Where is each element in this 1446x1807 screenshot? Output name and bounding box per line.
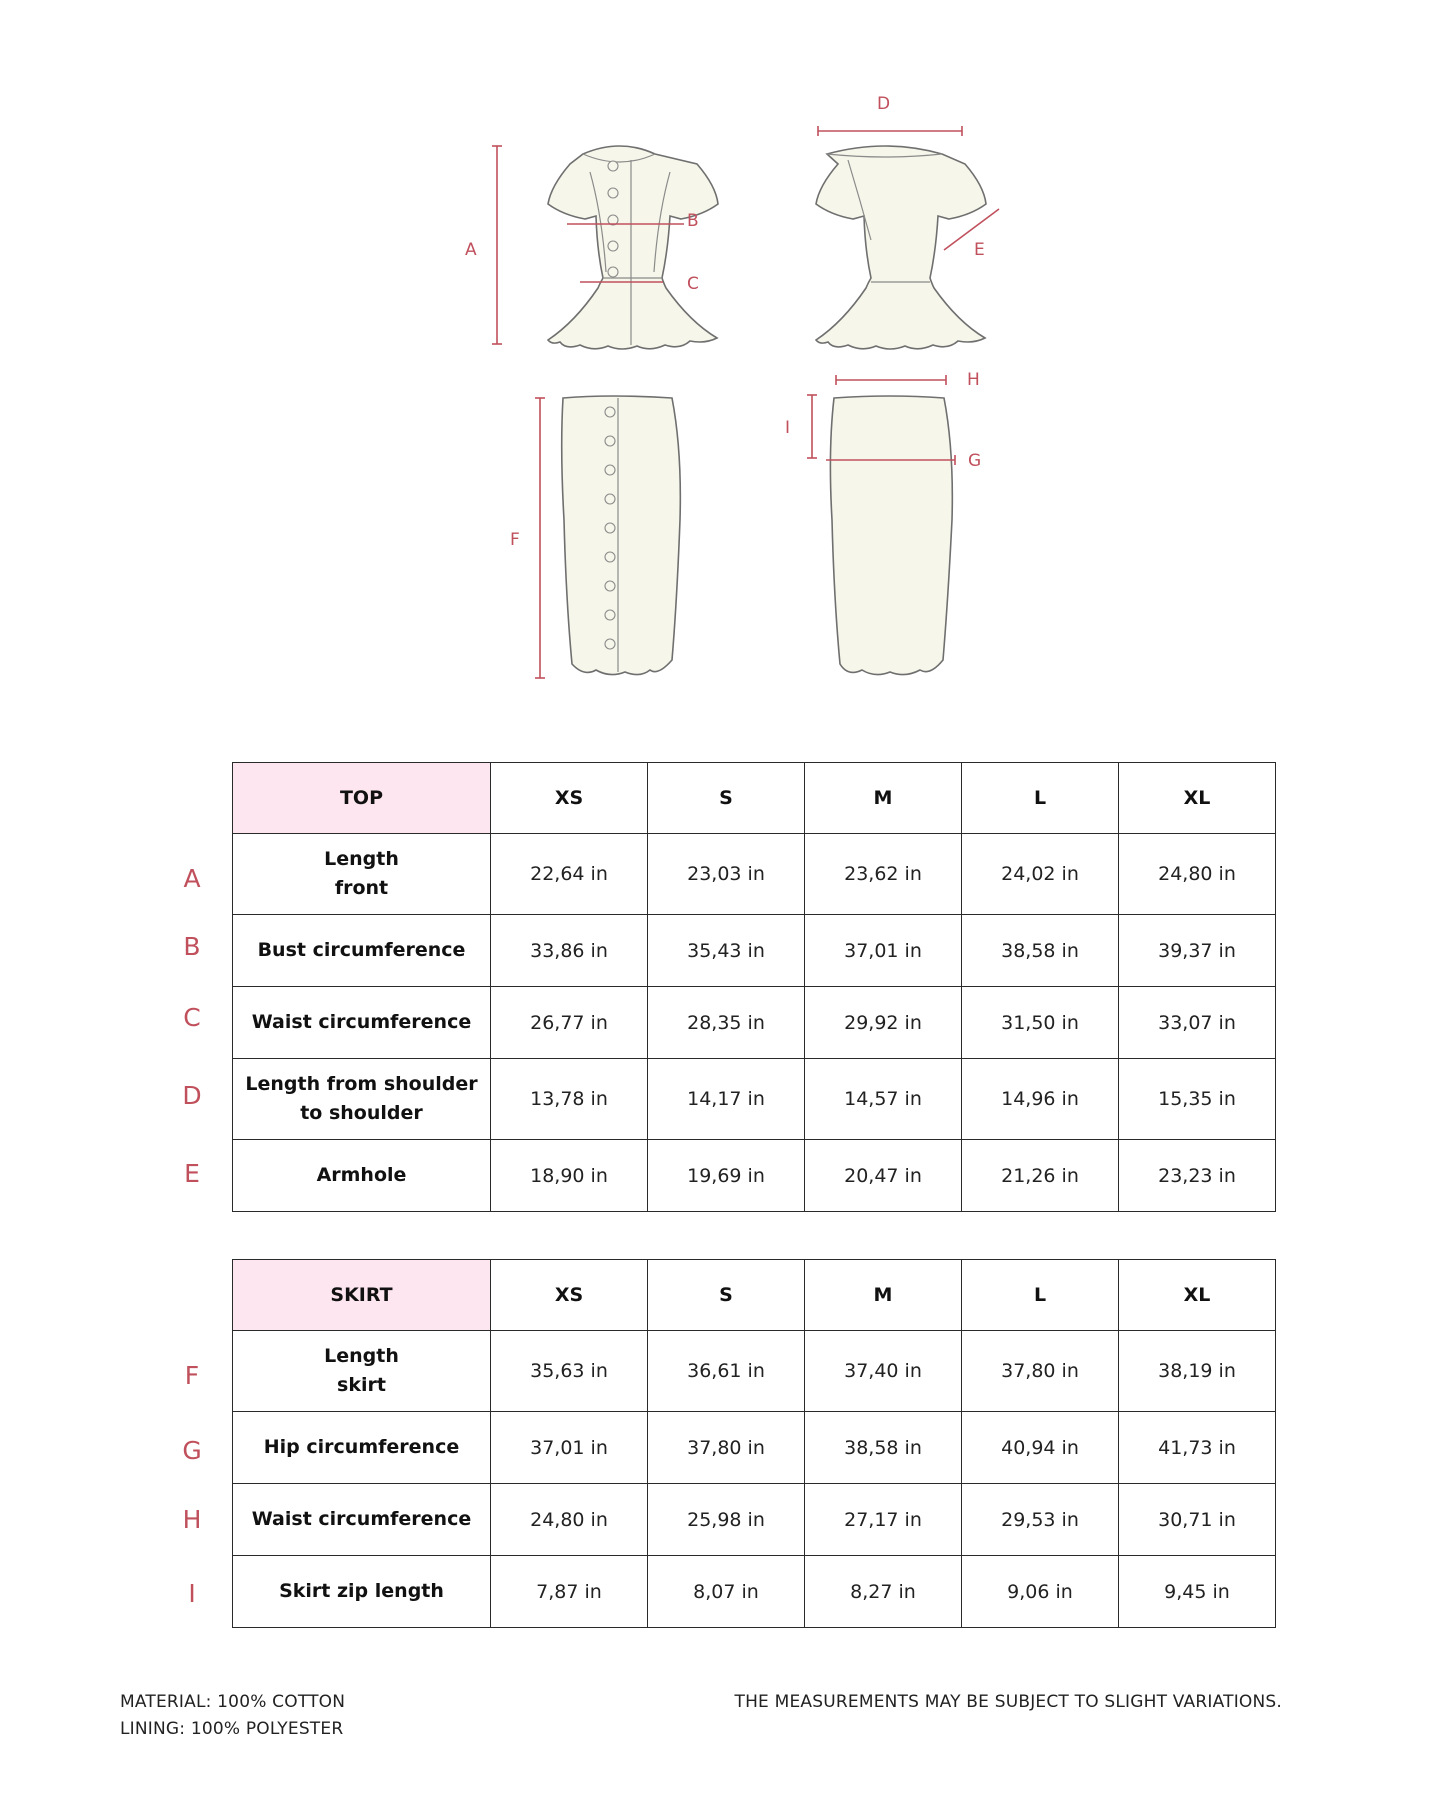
table-cell: 23,23 in — [1119, 1140, 1276, 1212]
table-cell: 38,58 in — [962, 915, 1119, 987]
top-header-cell: TOP — [233, 763, 491, 834]
size-header-l: L — [962, 1260, 1119, 1331]
row-label: Skirt zip length — [233, 1556, 491, 1628]
table-row — [233, 1556, 1276, 1628]
table-cell: 22,64 in — [491, 834, 648, 915]
table-cell: 18,90 in — [491, 1140, 648, 1212]
top-front-illustration — [548, 146, 718, 349]
label-C: C — [687, 274, 699, 294]
label-E: E — [974, 240, 985, 260]
table-cell: 28,35 in — [648, 987, 805, 1059]
table-cell: 33,07 in — [1119, 987, 1276, 1059]
table-cell: 20,47 in — [805, 1140, 962, 1212]
table-cell: 21,26 in — [962, 1140, 1119, 1212]
size-header-xs: XS — [491, 763, 648, 834]
row-label: Bust circumference — [233, 915, 491, 987]
table-cell: 9,06 in — [962, 1556, 1119, 1628]
row-letter-E: E — [184, 1159, 200, 1188]
table-cell: 35,43 in — [648, 915, 805, 987]
row-letter-D: D — [182, 1081, 202, 1110]
garment-diagram — [0, 0, 1446, 700]
table-cell: 13,78 in — [491, 1059, 648, 1140]
row-letter-G: G — [182, 1436, 202, 1465]
table-cell: 38,58 in — [805, 1412, 962, 1484]
skirt-front-illustration — [562, 396, 681, 675]
skirt-size-table — [232, 1259, 1276, 1628]
table-cell: 35,63 in — [491, 1331, 648, 1412]
label-B: B — [687, 211, 699, 231]
table-cell: 9,45 in — [1119, 1556, 1276, 1628]
size-header-m: M — [805, 763, 962, 834]
label-G: G — [968, 451, 982, 471]
table-cell: 24,02 in — [962, 834, 1119, 915]
table-row — [233, 1059, 1276, 1140]
table-cell: 37,80 in — [962, 1331, 1119, 1412]
table-cell: 15,35 in — [1119, 1059, 1276, 1140]
top-back-illustration — [816, 146, 986, 349]
table-cell: 37,01 in — [805, 915, 962, 987]
skirt-header-cell: SKIRT — [233, 1260, 491, 1331]
table-header-row — [233, 1260, 1276, 1331]
table-cell: 39,37 in — [1119, 915, 1276, 987]
table-row — [233, 1140, 1276, 1212]
row-letter-C: C — [183, 1003, 201, 1032]
label-I: I — [785, 418, 791, 438]
size-header-s: S — [648, 763, 805, 834]
material-text: MATERIAL: 100% COTTON — [120, 1692, 346, 1712]
row-label: Length skirt — [233, 1331, 491, 1412]
row-label: Length front — [233, 834, 491, 915]
table-cell: 37,40 in — [805, 1331, 962, 1412]
size-header-xl: XL — [1119, 763, 1276, 834]
table-cell: 14,17 in — [648, 1059, 805, 1140]
row-label: Waist circumference — [233, 987, 491, 1059]
table-cell: 29,53 in — [962, 1484, 1119, 1556]
row-label: Armhole — [233, 1140, 491, 1212]
row-letter-B: B — [183, 932, 201, 961]
label-A: A — [465, 240, 477, 260]
table-row — [233, 1331, 1276, 1412]
table-cell: 23,03 in — [648, 834, 805, 915]
table-cell: 27,17 in — [805, 1484, 962, 1556]
size-header-xs: XS — [491, 1260, 648, 1331]
size-header-m: M — [805, 1260, 962, 1331]
skirt-back-illustration — [830, 396, 952, 675]
material-info — [120, 1689, 345, 1743]
table-row — [233, 834, 1276, 915]
table-row — [233, 915, 1276, 987]
table-cell: 24,80 in — [1119, 834, 1276, 915]
table-cell: 14,96 in — [962, 1059, 1119, 1140]
table-header-row — [233, 763, 1276, 834]
table-cell: 23,62 in — [805, 834, 962, 915]
table-row — [233, 1484, 1276, 1556]
row-letter-A: A — [183, 864, 201, 893]
table-cell: 29,92 in — [805, 987, 962, 1059]
table-cell: 40,94 in — [962, 1412, 1119, 1484]
lining-text: LINING: 100% POLYESTER — [120, 1719, 344, 1739]
table-cell: 31,50 in — [962, 987, 1119, 1059]
table-cell: 41,73 in — [1119, 1412, 1276, 1484]
row-letter-I: I — [188, 1579, 196, 1608]
measurement-note: THE MEASUREMENTS MAY BE SUBJECT TO SLIGHT VARIATIONS. — [734, 1692, 1282, 1712]
row-label: Length from shoulder to shoulder — [233, 1059, 491, 1140]
table-cell: 38,19 in — [1119, 1331, 1276, 1412]
row-letter-H: H — [182, 1505, 202, 1534]
table-cell: 36,61 in — [648, 1331, 805, 1412]
table-cell: 7,87 in — [491, 1556, 648, 1628]
label-F: F — [510, 530, 520, 550]
size-header-xl: XL — [1119, 1260, 1276, 1331]
table-cell: 37,01 in — [491, 1412, 648, 1484]
table-cell: 14,57 in — [805, 1059, 962, 1140]
table-cell: 26,77 in — [491, 987, 648, 1059]
size-header-s: S — [648, 1260, 805, 1331]
table-cell: 24,80 in — [491, 1484, 648, 1556]
table-cell: 33,86 in — [491, 915, 648, 987]
table-cell: 37,80 in — [648, 1412, 805, 1484]
table-cell: 8,27 in — [805, 1556, 962, 1628]
table-cell: 30,71 in — [1119, 1484, 1276, 1556]
table-row — [233, 987, 1276, 1059]
label-H: H — [967, 370, 980, 390]
row-label: Hip circumference — [233, 1412, 491, 1484]
table-cell: 25,98 in — [648, 1484, 805, 1556]
top-size-table — [232, 762, 1276, 1212]
row-letter-F: F — [184, 1361, 200, 1390]
table-cell: 19,69 in — [648, 1140, 805, 1212]
size-header-l: L — [962, 763, 1119, 834]
table-row — [233, 1412, 1276, 1484]
row-label: Waist circumference — [233, 1484, 491, 1556]
table-cell: 8,07 in — [648, 1556, 805, 1628]
label-D: D — [877, 94, 891, 114]
